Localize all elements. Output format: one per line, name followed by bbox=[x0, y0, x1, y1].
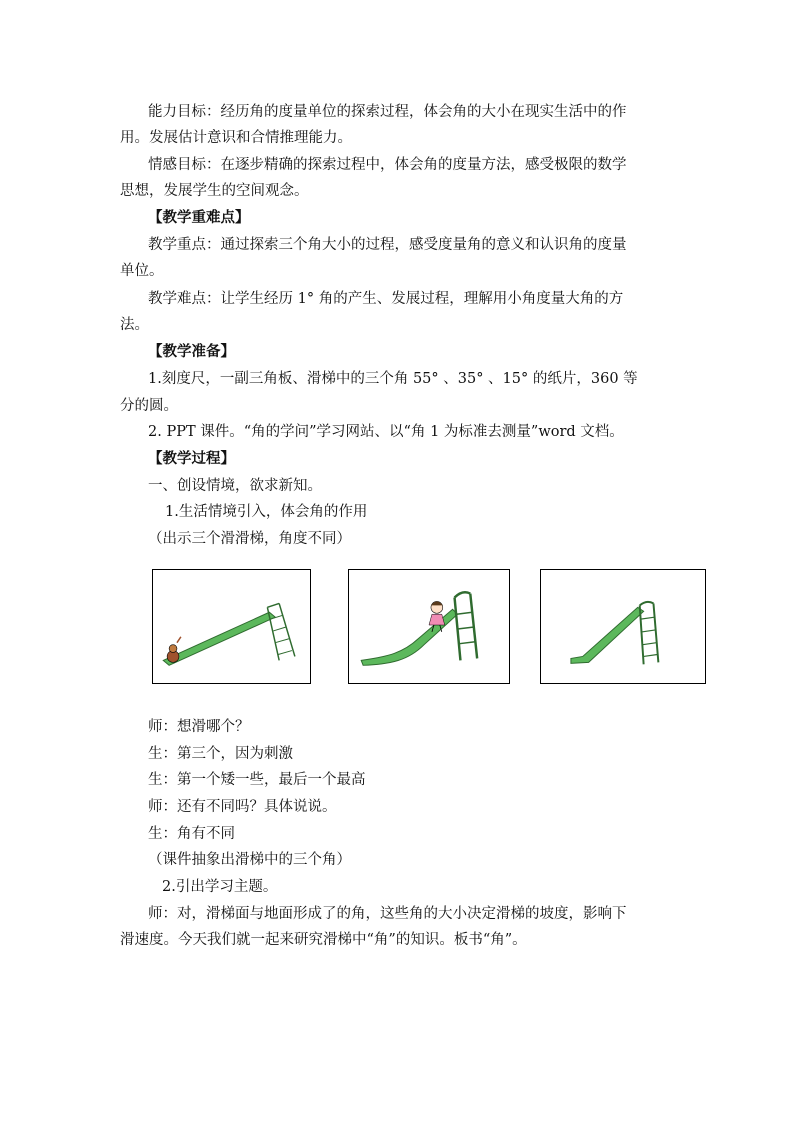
dialogue-1: 师：想滑哪个？ bbox=[148, 719, 250, 735]
slide-figure-3 bbox=[540, 569, 706, 684]
emotion-goal-line-2: 思想，发展学生的空间观念。 bbox=[120, 183, 309, 199]
prep-item-1-line-1: 1.刻度尺，一副三角板、滑梯中的三个角 55° 、35° 、15° 的纸片，360 等 bbox=[148, 371, 638, 387]
key-point-line-1: 教学重点：通过探索三个角大小的过程，感受度量角的意义和认识角的度量 bbox=[148, 237, 627, 253]
dialogue-3: 生：第一个矮一些，最后一个最高 bbox=[148, 772, 366, 788]
heading-process: 【教学过程】 bbox=[148, 450, 235, 467]
dialogue-2: 生：第三个，因为刺激 bbox=[148, 746, 293, 762]
show-slides-note: （出示三个滑滑梯，角度不同） bbox=[148, 531, 351, 547]
slide-2-illustration bbox=[349, 570, 509, 683]
key-point-line-2: 单位。 bbox=[120, 263, 164, 279]
abstract-note: （课件抽象出滑梯中的三个角） bbox=[148, 852, 351, 868]
slide-3-illustration bbox=[541, 570, 705, 683]
dialogue-5: 生：角有不同 bbox=[148, 826, 235, 842]
difficulty-line-2: 法。 bbox=[120, 317, 149, 333]
heading-key-points: 【教学重难点】 bbox=[148, 209, 250, 226]
slide-figure-2 bbox=[348, 569, 510, 684]
step-1-1: 1.生活情境引入，体会角的作用 bbox=[165, 504, 368, 520]
dialogue-4: 师：还有不同吗？具体说说。 bbox=[148, 799, 337, 815]
slide-1-illustration bbox=[153, 570, 310, 683]
step-1-title: 一、创设情境，欲求新知。 bbox=[148, 478, 322, 494]
ability-goal-line-2: 用。发展估计意识和合情推理能力。 bbox=[120, 130, 352, 146]
ability-goal-line-1: 能力目标：经历角的度量单位的探索过程，体会角的大小在现实生活中的作 bbox=[148, 104, 627, 120]
summary-line-1: 师：对，滑梯面与地面形成了的角，这些角的大小决定滑梯的坡度，影响下 bbox=[148, 906, 627, 922]
dog-icon bbox=[167, 637, 181, 663]
step-1-2: 2.引出学习主题。 bbox=[162, 879, 278, 895]
summary-line-2: 滑速度。今天我们就一起来研究滑梯中“角”的知识。板书“角”。 bbox=[120, 932, 527, 948]
difficulty-line-1: 教学难点：让学生经历 1° 角的产生、发展过程，理解用小角度量大角的方 bbox=[148, 291, 624, 307]
prep-item-2: 2. PPT 课件。“角的学问”学习网站、以“角 1 为标准去测量”word 文档。 bbox=[148, 424, 624, 440]
heading-preparation: 【教学准备】 bbox=[148, 343, 235, 360]
emotion-goal-line-1: 情感目标：在逐步精确的探索过程中，体会角的度量方法，感受极限的数学 bbox=[148, 157, 627, 173]
prep-item-1-line-2: 分的圆。 bbox=[120, 398, 178, 414]
slide-figure-1 bbox=[152, 569, 311, 684]
